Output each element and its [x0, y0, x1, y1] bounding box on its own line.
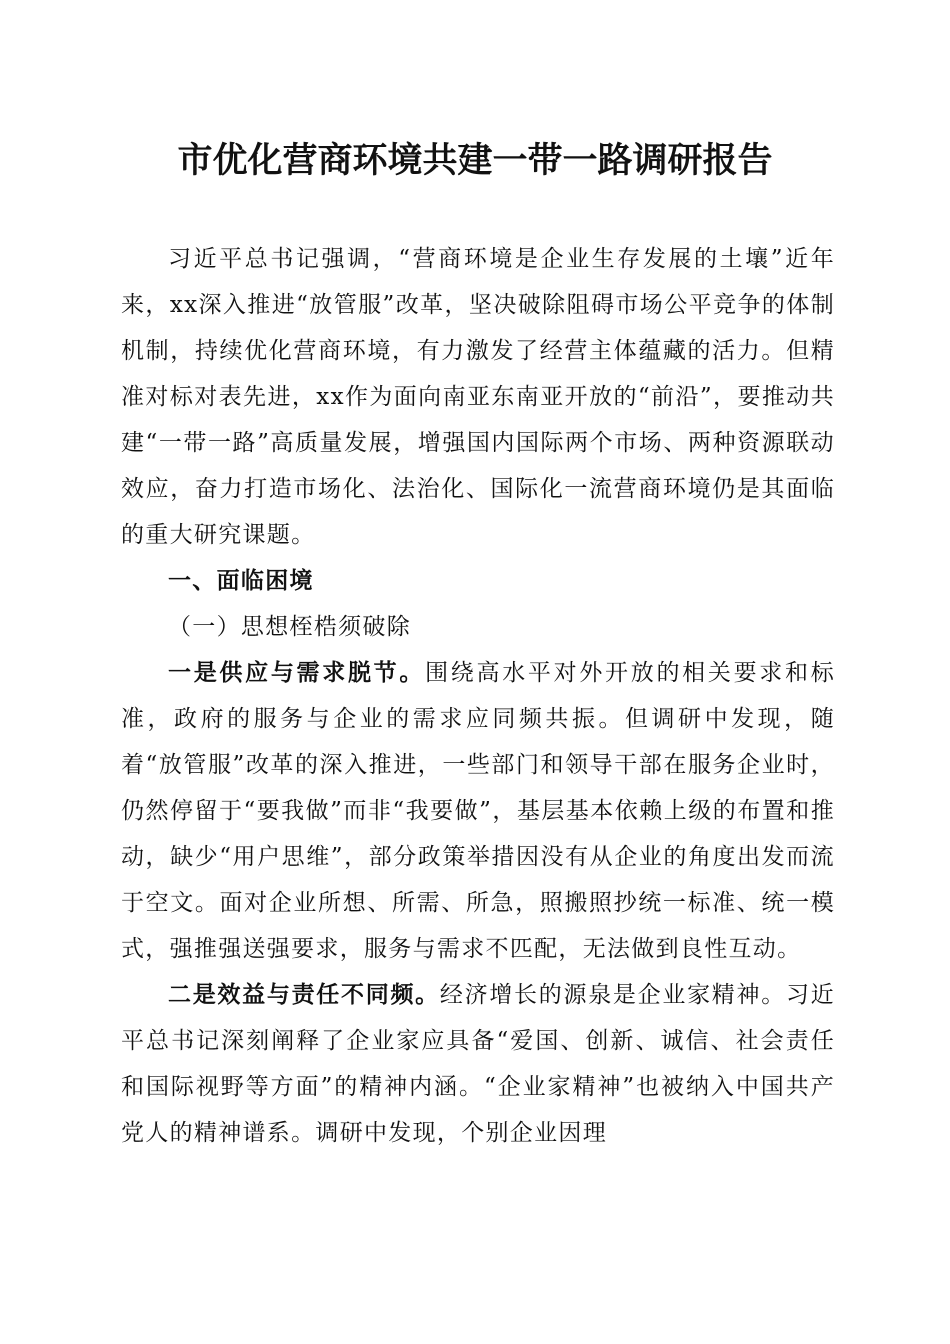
document-body	[121, 236, 835, 1156]
point-text-2: 经济增长的源泉是企业家精神。习近平总书记深刻阐释了企业家应具备“爱国、创新、诚信、社会责任和国际视野等方面”的精神内涵。“企业家精神”也被纳入中国共产党人的精神谱系。调研中发现，个别企业因理	[121, 982, 835, 1146]
subsection-heading-1: （一）思想桎梏须破除	[168, 614, 411, 640]
point-text-1: 围绕高水平对外开放的相关要求和标准，政府的服务与企业的需求应同频共振。但调研中发现，随着“放管服”改革的深入推进，一些部门和领导干部在服务企业时，仍然停留于“要我做”而非“我要做”，基层基本依赖上级的布置和推动，缺少“用户思维”，部分政策举措因没有从企业的角度出发而流于空文。面对企业所想、所需、所急，照搬照抄统一标准、统一模式，强推强送强要求，服务与需求不匹配，无法做到良性互动。	[121, 660, 835, 962]
section-heading-1: 一、面临困境	[168, 568, 314, 594]
point-paragraph-1	[121, 650, 835, 972]
point-paragraph-2	[121, 972, 835, 1156]
document-title: 市优化营商环境共建一带一路调研报告	[177, 141, 773, 181]
point-lead-1: 一是供应与需求脱节。	[168, 659, 426, 686]
point-lead-2: 二是效益与责任不同频。	[168, 981, 440, 1008]
intro-paragraph: 习近平总书记强调，“营商环境是企业生存发展的土壤”近年来，xx深入推进“放管服”改革，坚决破除阻碍市场公平竞争的体制机制，持续优化营商环境，有力激发了经营主体蕴藏的活力。但精准对标对表先进，xx作为面向南亚东南亚开放的“前沿”，要推动共建“一带一路”高质量发展，增强国内国际两个市场、两种资源联动效应，奋力打造市场化、法治化、国际化一流营商环境仍是其面临的重大研究课题。	[121, 246, 835, 548]
